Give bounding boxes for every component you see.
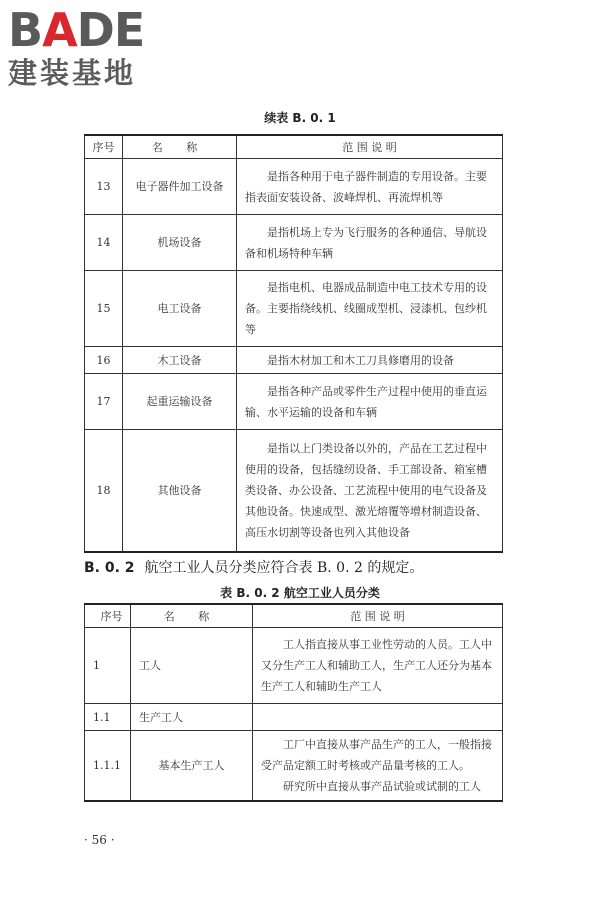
page-number: · 56 · bbox=[84, 833, 115, 847]
header-desc: 范 围 说 明 bbox=[253, 604, 503, 628]
row-no: 13 bbox=[85, 159, 123, 215]
table-b01-continued bbox=[84, 134, 503, 553]
row-no: 1.1 bbox=[85, 704, 131, 731]
row-desc: 工人指直接从事工业性劳动的人员。工人中又分生产工人和辅助工人，生产工人还分为基本生产工人和辅助生产工人 bbox=[253, 628, 503, 704]
logo-wordmark bbox=[8, 3, 183, 57]
table2-header-row bbox=[85, 604, 503, 628]
table-row bbox=[85, 731, 503, 801]
row-desc-cell bbox=[253, 731, 503, 801]
row-name: 基本生产工人 bbox=[131, 731, 253, 801]
row-name: 其他设备 bbox=[123, 430, 237, 552]
row-name: 电子器件加工设备 bbox=[123, 159, 237, 215]
section-b02 bbox=[84, 557, 423, 577]
logo-red-letter: A bbox=[42, 3, 77, 57]
row-no: 14 bbox=[85, 215, 123, 271]
logo-word-text: BADE bbox=[8, 3, 145, 57]
table2-caption: 表 B. 0. 2 航空工业人员分类 bbox=[220, 586, 380, 600]
row-no: 17 bbox=[85, 374, 123, 430]
table-row bbox=[85, 271, 503, 347]
logo-subtitle: 建装基地 bbox=[8, 56, 137, 90]
row-desc bbox=[253, 704, 503, 731]
section-text: 航空工业人员分类应符合表 B. 0. 2 的规定。 bbox=[144, 560, 424, 576]
table-row bbox=[85, 704, 503, 731]
header-no: 序号 bbox=[85, 604, 131, 628]
table-row bbox=[85, 374, 503, 430]
table-b02 bbox=[84, 603, 503, 802]
row-name: 木工设备 bbox=[123, 347, 237, 374]
table-row bbox=[85, 628, 503, 704]
header-desc: 范 围 说 明 bbox=[237, 135, 503, 159]
row-desc: 是指各种用于电子器件制造的专用设备。主要指表面安装设备、波峰焊机、再流焊机等 bbox=[237, 159, 503, 215]
row-name: 工人 bbox=[131, 628, 253, 704]
row-name: 生产工人 bbox=[131, 704, 253, 731]
table-row bbox=[85, 347, 503, 374]
row-desc: 工厂中直接从事产品生产的工人，一般指接受产品定额工时考核或产品量考核的工人。 bbox=[261, 737, 492, 772]
row-desc-extra: 研究所中直接从事产品试验或试制的工人 bbox=[283, 779, 481, 793]
row-desc: 是指各种产品或零件生产过程中使用的垂直运输、水平运输的设备和车辆 bbox=[237, 374, 503, 430]
header-name: 名 称 bbox=[123, 135, 237, 159]
row-desc: 是指以上门类设备以外的，产品在工艺过程中使用的设备，包括缝纫设备、手工部设备、箱室槽类设备、办公设备、工艺流程中使用的电气设备及其他设备。快速成型、激光熔覆等增材制造设备、高压水切割等设备也列入其他设备 bbox=[237, 430, 503, 552]
table1-header-row bbox=[85, 135, 503, 159]
row-desc: 是指机场上专为飞行服务的各种通信、导航设备和机场特种车辆 bbox=[237, 215, 503, 271]
row-no: 18 bbox=[85, 430, 123, 552]
row-name: 机场设备 bbox=[123, 215, 237, 271]
table-row bbox=[85, 159, 503, 215]
row-desc: 是指木材加工和木工刀具修磨用的设备 bbox=[237, 347, 503, 374]
table1-caption: 续表 B. 0. 1 bbox=[264, 111, 336, 125]
table-row bbox=[85, 215, 503, 271]
bade-logo bbox=[8, 3, 183, 90]
section-number: B. 0. 2 bbox=[84, 560, 135, 576]
header-name: 名 称 bbox=[131, 604, 253, 628]
row-no: 15 bbox=[85, 271, 123, 347]
row-no: 16 bbox=[85, 347, 123, 374]
row-no: 1 bbox=[85, 628, 131, 704]
row-no: 1.1.1 bbox=[85, 731, 131, 801]
table-row bbox=[85, 430, 503, 552]
row-desc: 是指电机、电器成品制造中电工技术专用的设备。主要指绕线机、线圈成型机、浸漆机、包纱机等 bbox=[237, 271, 503, 347]
header-no: 序号 bbox=[85, 135, 123, 159]
row-name: 起重运输设备 bbox=[123, 374, 237, 430]
row-name: 电工设备 bbox=[123, 271, 237, 347]
